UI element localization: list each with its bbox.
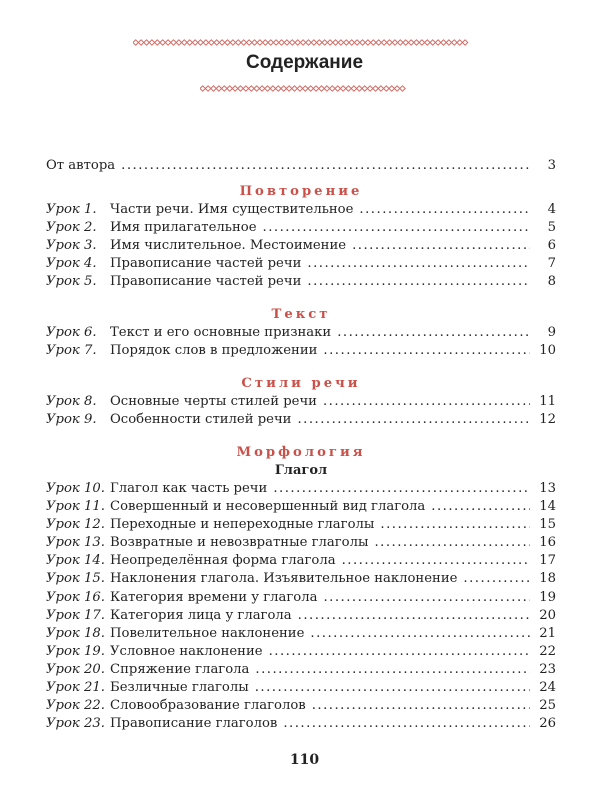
ornament-diamond bbox=[387, 40, 392, 45]
ornament-diamond bbox=[209, 40, 214, 45]
toc-entry[interactable] bbox=[46, 498, 556, 516]
lesson-label: Урок 15. bbox=[46, 571, 105, 587]
dot-leader bbox=[307, 255, 530, 273]
ornament-diamond bbox=[160, 40, 165, 45]
ornament-diamond bbox=[232, 86, 237, 91]
ornament-diamond bbox=[378, 86, 383, 91]
toc-entry[interactable] bbox=[46, 552, 556, 570]
ornament-diamond bbox=[357, 86, 362, 91]
ornament-diamond bbox=[241, 40, 246, 45]
dot-leader bbox=[323, 342, 530, 360]
ornament-diamond bbox=[408, 40, 413, 45]
ornament-diamond bbox=[435, 40, 440, 45]
toc-entry[interactable] bbox=[46, 679, 556, 697]
ornament-diamond bbox=[263, 40, 268, 45]
lesson-label: Урок 4. bbox=[46, 256, 97, 272]
ornament-diamond bbox=[246, 40, 251, 45]
toc-entry[interactable] bbox=[46, 715, 556, 733]
ornament-diamond bbox=[155, 40, 160, 45]
toc-entry[interactable] bbox=[46, 273, 556, 291]
toc-page-number: 18 bbox=[539, 571, 556, 587]
lesson-label: Урок 8. bbox=[46, 393, 97, 409]
ornament-diamond bbox=[300, 40, 305, 45]
ornament-diamond bbox=[144, 40, 149, 45]
ornament-diamond bbox=[149, 40, 154, 45]
section-heading: Стили речи bbox=[241, 375, 361, 391]
ornament-diamond bbox=[214, 40, 219, 45]
lesson-label: Урок 3. bbox=[46, 238, 97, 254]
dot-leader bbox=[463, 570, 530, 588]
lesson-label: Урок 23. bbox=[46, 716, 105, 732]
toc-entry[interactable] bbox=[46, 570, 556, 588]
ornament-diamond bbox=[171, 40, 176, 45]
ornament-diamond bbox=[311, 40, 316, 45]
lesson-label: Урок 7. bbox=[46, 342, 97, 358]
ornament-diamond bbox=[430, 40, 435, 45]
toc-entry[interactable] bbox=[46, 237, 556, 255]
ornament-diamond bbox=[192, 40, 197, 45]
dot-leader bbox=[255, 679, 530, 697]
ornament-diamond bbox=[286, 86, 291, 91]
toc-page-number: 16 bbox=[539, 535, 556, 551]
dot-leader bbox=[359, 201, 530, 219]
ornament-diamond bbox=[254, 86, 259, 91]
toc-page-number: 10 bbox=[539, 342, 556, 358]
toc-page-number: 24 bbox=[539, 679, 556, 695]
ornament-diamond bbox=[351, 86, 356, 91]
ornament-diamond bbox=[381, 40, 386, 45]
ornament-diamond bbox=[200, 86, 205, 91]
ornament-diamond bbox=[376, 40, 381, 45]
toc-page-number: 19 bbox=[539, 589, 556, 605]
ornament-diamond bbox=[425, 40, 430, 45]
toc-entry-text: Правописание глаголов bbox=[110, 716, 278, 732]
ornament-diamond bbox=[227, 86, 232, 91]
dot-leader bbox=[374, 534, 530, 552]
dot-leader bbox=[269, 643, 530, 661]
decorative-ornament-bottom bbox=[200, 85, 410, 92]
ornament-diamond bbox=[354, 40, 359, 45]
toc-entry[interactable] bbox=[46, 516, 556, 534]
ornament-diamond bbox=[333, 40, 338, 45]
ornament-diamond bbox=[373, 86, 378, 91]
toc-entry-text: Переходные и непереходные глаголы bbox=[110, 517, 375, 533]
ornament-diamond bbox=[349, 40, 354, 45]
ornament-diamond bbox=[457, 40, 462, 45]
lesson-label: Урок 6. bbox=[46, 324, 97, 340]
toc-entry-text: Части речи. Имя существительное bbox=[110, 202, 354, 218]
toc-entry-text: Порядок слов в предложении bbox=[110, 342, 318, 358]
dot-leader bbox=[255, 661, 530, 679]
ornament-diamond bbox=[297, 86, 302, 91]
lesson-label: Урок 9. bbox=[46, 411, 97, 427]
page-number: 110 bbox=[289, 752, 320, 768]
dot-leader bbox=[263, 219, 531, 237]
toc-entry[interactable] bbox=[46, 661, 556, 679]
ornament-diamond bbox=[303, 86, 308, 91]
toc-entry-text: Спряжение глагола bbox=[110, 661, 250, 677]
lesson-label: Урок 22. bbox=[46, 698, 105, 714]
toc-entry-intro[interactable] bbox=[46, 157, 556, 175]
ornament-diamond bbox=[133, 40, 138, 45]
toc-entry[interactable] bbox=[46, 342, 556, 360]
ornament-diamond bbox=[230, 40, 235, 45]
ornament-diamond bbox=[276, 86, 281, 91]
toc-entry[interactable] bbox=[46, 697, 556, 715]
toc-entry-text: Возвратные и невозвратные глаголы bbox=[110, 535, 369, 551]
ornament-diamond bbox=[452, 40, 457, 45]
toc-entry-text: Повелительное наклонение bbox=[110, 625, 305, 641]
ornament-diamond bbox=[205, 86, 210, 91]
ornament-diamond bbox=[398, 40, 403, 45]
lesson-label: Урок 14. bbox=[46, 553, 105, 569]
ornament-diamond bbox=[313, 86, 318, 91]
ornament-diamond bbox=[236, 40, 241, 45]
toc-entry-text: Текст и его основные признаки bbox=[110, 324, 332, 340]
ornament-diamond bbox=[306, 40, 311, 45]
toc-entry-text: Условное наклонение bbox=[110, 643, 263, 659]
ornament-diamond bbox=[182, 40, 187, 45]
ornament-diamond bbox=[394, 86, 399, 91]
toc-page-number: 17 bbox=[539, 553, 556, 569]
lesson-label: Урок 11. bbox=[46, 499, 105, 515]
toc-entry-text: Особенности стилей речи bbox=[110, 411, 292, 427]
lesson-label: Урок 16. bbox=[46, 589, 105, 605]
decorative-ornament-top bbox=[133, 39, 471, 46]
toc-entry[interactable] bbox=[46, 607, 556, 625]
lesson-label: Урок 18. bbox=[46, 625, 105, 641]
toc-page-number: 22 bbox=[539, 643, 556, 659]
dot-leader bbox=[352, 237, 530, 255]
dot-leader bbox=[307, 273, 530, 291]
ornament-diamond bbox=[295, 40, 300, 45]
ornament-diamond bbox=[292, 86, 297, 91]
toc-page-number: 3 bbox=[547, 158, 556, 173]
ornament-diamond bbox=[335, 86, 340, 91]
toc-entry[interactable] bbox=[46, 480, 556, 498]
toc-entry-text: Наклонения глагола. Изъявительное наклонение bbox=[110, 571, 458, 587]
ornament-diamond bbox=[281, 86, 286, 91]
ornament-diamond bbox=[270, 86, 275, 91]
toc-page-number: 23 bbox=[539, 661, 556, 677]
toc-page-number: 9 bbox=[547, 324, 556, 340]
lesson-label: Урок 2. bbox=[46, 220, 97, 236]
ornament-diamond bbox=[324, 86, 329, 91]
ornament-diamond bbox=[340, 86, 345, 91]
toc-entry-text: Словообразование глаголов bbox=[110, 698, 306, 714]
lesson-label: Урок 1. bbox=[46, 202, 97, 218]
dot-leader bbox=[337, 324, 530, 342]
section-heading: Текст bbox=[271, 306, 331, 322]
lesson-label: Урок 5. bbox=[46, 274, 97, 290]
ornament-diamond bbox=[284, 40, 289, 45]
dot-leader bbox=[121, 157, 530, 175]
ornament-diamond bbox=[273, 40, 278, 45]
toc-entry-text: Правописание частей речи bbox=[110, 256, 302, 272]
ornament-diamond bbox=[360, 40, 365, 45]
ornament-diamond bbox=[384, 86, 389, 91]
page-title: Содержание bbox=[245, 52, 364, 73]
ornament-diamond bbox=[243, 86, 248, 91]
dot-leader bbox=[380, 516, 530, 534]
dot-leader bbox=[431, 498, 530, 516]
ornament-diamond bbox=[219, 40, 224, 45]
ornament-diamond bbox=[222, 86, 227, 91]
toc-entry-text: От автора bbox=[46, 158, 116, 173]
ornament-diamond bbox=[265, 86, 270, 91]
lesson-label: Урок 10. bbox=[46, 480, 105, 496]
ornament-diamond bbox=[211, 86, 216, 91]
toc-page-number: 6 bbox=[547, 238, 556, 254]
ornament-diamond bbox=[165, 40, 170, 45]
ornament-diamond bbox=[203, 40, 208, 45]
toc-entry[interactable] bbox=[46, 534, 556, 552]
toc-entry-text: Глагол как часть речи bbox=[110, 480, 268, 496]
ornament-diamond bbox=[414, 40, 419, 45]
toc-entry[interactable] bbox=[46, 324, 556, 342]
ornament-diamond bbox=[290, 40, 295, 45]
toc-page-number: 5 bbox=[547, 220, 556, 236]
ornament-diamond bbox=[392, 40, 397, 45]
dot-leader bbox=[342, 552, 530, 570]
ornament-diamond bbox=[327, 40, 332, 45]
ornament-diamond bbox=[252, 40, 257, 45]
toc-entry-text: Категория времени у глагола bbox=[110, 589, 318, 605]
ornament-diamond bbox=[462, 40, 467, 45]
lesson-label: Урок 17. bbox=[46, 607, 105, 623]
ornament-diamond bbox=[257, 40, 262, 45]
toc-page-number: 21 bbox=[539, 625, 556, 641]
dot-leader bbox=[297, 411, 530, 429]
toc-page-number: 25 bbox=[539, 698, 556, 714]
toc-entry[interactable] bbox=[46, 201, 556, 219]
toc-entry-text: Основные черты стилей речи bbox=[110, 393, 317, 409]
toc-page-number: 20 bbox=[539, 607, 556, 623]
ornament-diamond bbox=[346, 86, 351, 91]
ornament-diamond bbox=[259, 86, 264, 91]
lesson-label: Урок 19. bbox=[46, 643, 105, 659]
ornament-diamond bbox=[389, 86, 394, 91]
lesson-label: Урок 13. bbox=[46, 535, 105, 551]
toc-entry-text: Категория лица у глагола bbox=[110, 607, 292, 623]
ornament-diamond bbox=[330, 86, 335, 91]
toc-entry-text: Правописание частей речи bbox=[110, 274, 302, 290]
ornament-diamond bbox=[441, 40, 446, 45]
section-heading: Морфология bbox=[236, 444, 366, 460]
ornament-diamond bbox=[176, 40, 181, 45]
toc-entry-text: Безличные глаголы bbox=[110, 679, 249, 695]
toc-page-number: 11 bbox=[539, 393, 556, 409]
section-heading: Повторение bbox=[239, 184, 363, 200]
ornament-diamond bbox=[279, 40, 284, 45]
ornament-diamond bbox=[198, 40, 203, 45]
ornament-diamond bbox=[338, 40, 343, 45]
ornament-diamond bbox=[138, 40, 143, 45]
toc-page-number: 7 bbox=[547, 256, 556, 272]
subsection-heading: Глагол bbox=[274, 462, 328, 478]
ornament-diamond bbox=[317, 40, 322, 45]
ornament-diamond bbox=[319, 86, 324, 91]
ornament-diamond bbox=[371, 40, 376, 45]
toc-entry[interactable] bbox=[46, 219, 556, 237]
toc-page-number: 14 bbox=[539, 499, 556, 515]
toc-entry[interactable] bbox=[46, 411, 556, 429]
toc-page-number: 8 bbox=[547, 274, 556, 290]
ornament-diamond bbox=[367, 86, 372, 91]
lesson-label: Урок 21. bbox=[46, 679, 105, 695]
toc-page-number: 13 bbox=[539, 480, 556, 496]
table-of-contents bbox=[46, 157, 556, 733]
ornament-diamond bbox=[322, 40, 327, 45]
dot-leader bbox=[323, 589, 530, 607]
ornament-diamond bbox=[225, 40, 230, 45]
ornament-diamond bbox=[403, 40, 408, 45]
toc-entry-text: Имя прилагательное bbox=[110, 220, 257, 236]
toc-entry[interactable] bbox=[46, 625, 556, 643]
toc-page-number: 4 bbox=[547, 202, 556, 218]
dot-leader bbox=[273, 480, 530, 498]
toc-entry[interactable] bbox=[46, 255, 556, 273]
ornament-diamond bbox=[362, 86, 367, 91]
dot-leader bbox=[283, 715, 530, 733]
toc-entry-text: Совершенный и несовершенный вид глагола bbox=[110, 499, 426, 515]
dot-leader bbox=[323, 393, 530, 411]
ornament-diamond bbox=[216, 86, 221, 91]
ornament-diamond bbox=[400, 86, 405, 91]
toc-page-number: 12 bbox=[539, 411, 556, 427]
ornament-diamond bbox=[249, 86, 254, 91]
lesson-label: Урок 20. bbox=[46, 661, 105, 677]
ornament-diamond bbox=[344, 40, 349, 45]
toc-page-number: 15 bbox=[539, 517, 556, 533]
toc-entry[interactable] bbox=[46, 643, 556, 661]
toc-entry[interactable] bbox=[46, 589, 556, 607]
toc-entry-text: Неопределённая форма глагола bbox=[110, 553, 336, 569]
dot-leader bbox=[312, 697, 530, 715]
toc-page-number: 26 bbox=[539, 716, 556, 732]
ornament-diamond bbox=[365, 40, 370, 45]
ornament-diamond bbox=[268, 40, 273, 45]
lesson-label: Урок 12. bbox=[46, 517, 105, 533]
ornament-diamond bbox=[238, 86, 243, 91]
ornament-diamond bbox=[419, 40, 424, 45]
dot-leader bbox=[298, 607, 530, 625]
toc-entry[interactable] bbox=[46, 393, 556, 411]
ornament-diamond bbox=[308, 86, 313, 91]
dot-leader bbox=[310, 625, 530, 643]
toc-entry-text: Имя числительное. Местоимение bbox=[110, 238, 347, 254]
ornament-diamond bbox=[446, 40, 451, 45]
ornament-diamond bbox=[187, 40, 192, 45]
